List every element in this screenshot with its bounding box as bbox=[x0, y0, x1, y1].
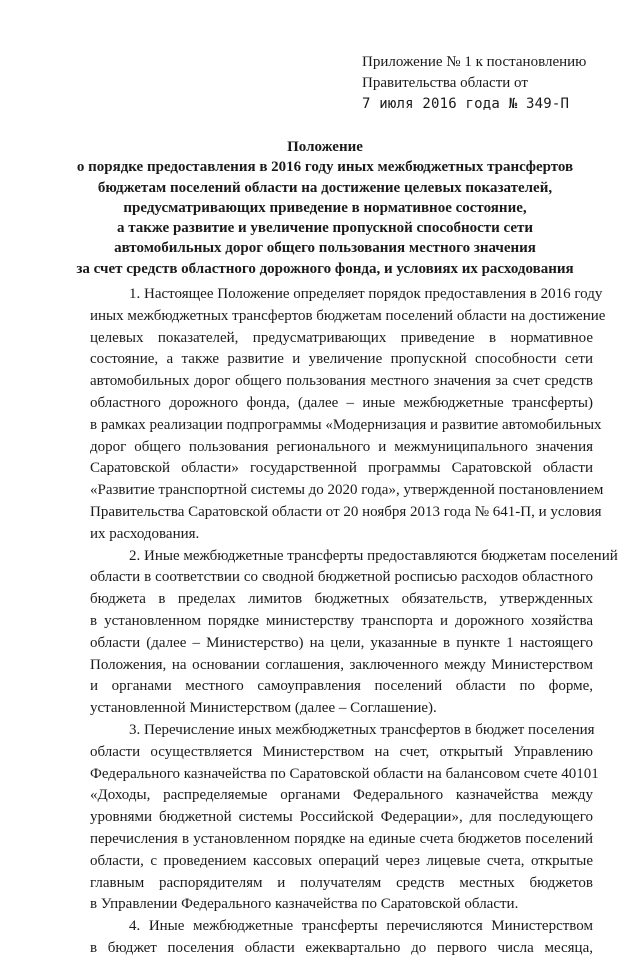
paragraph-line: целевых показателей, предусматривающих приведение в нормативное bbox=[90, 329, 593, 346]
paragraph-line: установленной Министерством (далее – Соглашение). bbox=[90, 700, 437, 717]
paragraph-line: в Управлении Федерального казначейства по Саратовской области. bbox=[90, 896, 519, 913]
paragraph-line: состояние, а также развитие и увеличение пропускной способности сети bbox=[90, 351, 593, 368]
paragraph-line: Правительства Саратовской области от 20 ноября 2013 года № 641-П, и условия bbox=[90, 503, 602, 520]
paragraph-line: «Развитие транспортной системы до 2020 года», утвержденной постановлением bbox=[90, 482, 604, 499]
title-line: бюджетам поселений области на достижение целевых показателей, bbox=[97, 179, 553, 196]
paragraph-line: «Доходы, распределяемые органами Федерального казначейства между bbox=[90, 787, 593, 804]
paragraph-line: 3. Перечисление иных межбюджетных трансфертов в бюджет поселения bbox=[129, 721, 595, 738]
paragraph-line: области в соответствии со сводной бюджетной росписью расходов областного bbox=[90, 569, 593, 586]
title-line: предусматривающих приведение в нормативное состояние, bbox=[123, 199, 527, 216]
paragraph-line: 1. Настоящее Положение определяет порядок предоставления в 2016 году bbox=[129, 286, 603, 302]
paragraph-line: в рамках реализации подпрограммы «Модернизация и развитие автомобильных bbox=[90, 416, 602, 433]
paragraph-line: бюджета в пределах лимитов бюджетных обязательств, утвержденных bbox=[90, 591, 593, 608]
paragraph-line: иных межбюджетных трансфертов бюджетам поселений области на достижение bbox=[90, 307, 606, 324]
paragraph-line: области осуществляется Министерством на счет, открытый Управлению bbox=[90, 743, 593, 760]
paragraph-line: Положения, на основании соглашения, заключенного между Министерством bbox=[90, 656, 593, 673]
title-line: а также развитие и увеличение пропускной способности сети bbox=[116, 220, 534, 237]
appendix-reference bbox=[362, 52, 612, 115]
paragraph-line: уровнями бюджетной системы Российской Федерации», для последующего bbox=[90, 809, 593, 826]
paragraph-line: области (далее – Министерство) на цели, указанные в пункте 1 настоящего bbox=[90, 634, 593, 651]
paragraph-1 bbox=[90, 284, 606, 546]
paragraph-line: областного дорожного фонда, (далее – иные межбюджетные трансферты) bbox=[90, 394, 593, 411]
paragraph-line: перечисления в установленном порядке на единые счета бюджетов поселений bbox=[90, 830, 593, 847]
paragraph-4 bbox=[90, 916, 593, 960]
paragraph-line: автомобильных дорог общего пользования местного значения за счет средств bbox=[90, 373, 593, 390]
appendix-line-2: Правительства области от bbox=[362, 75, 528, 91]
appendix-line-1: Приложение № 1 к постановлению bbox=[362, 54, 587, 70]
paragraph-line: 4. Иные межбюджетные трансферты перечисляются Министерством bbox=[129, 918, 593, 935]
paragraph-line: 2. Иные межбюджетные трансферты предоставляются бюджетам поселений bbox=[129, 547, 618, 564]
title-line: автомобильных дорог общего пользования местного значения bbox=[114, 240, 536, 257]
title-line: за счет средств областного дорожного фонда, и условиях их расходования bbox=[76, 260, 574, 277]
document-title bbox=[40, 137, 610, 279]
title-heading: Положение bbox=[287, 139, 363, 155]
paragraph-3 bbox=[90, 720, 599, 916]
title-line: о порядке предоставления в 2016 году иных межбюджетных трансфертов bbox=[76, 159, 574, 176]
paragraph-2 bbox=[90, 546, 618, 720]
paragraph-line: и органами местного самоуправления поселений области по форме, bbox=[90, 678, 593, 695]
paragraph-line: области, с проведением кассовых операций через лицевые счета, открытые bbox=[90, 852, 593, 869]
appendix-line-3: 7 июля 2016 года № 349-П bbox=[362, 96, 570, 112]
paragraph-line: их расходования. bbox=[90, 525, 200, 542]
paragraph-line: Федерального казначейства по Саратовской области на балансовом счете 40101 bbox=[90, 765, 599, 782]
paragraph-line: Саратовской области» государственной программы Саратовской области bbox=[90, 460, 593, 477]
paragraph-line: главным распорядителям и получателям средств местных бюджетов bbox=[90, 874, 593, 891]
paragraph-line: в бюджет поселения области ежеквартально до первого числа месяца, bbox=[90, 939, 593, 956]
paragraph-line: дорог общего пользования регионального и межмуниципального значения bbox=[90, 438, 593, 455]
paragraph-line: в установленном порядке министерству транспорта и дорожного хозяйства bbox=[90, 612, 593, 629]
document-body bbox=[90, 284, 618, 960]
